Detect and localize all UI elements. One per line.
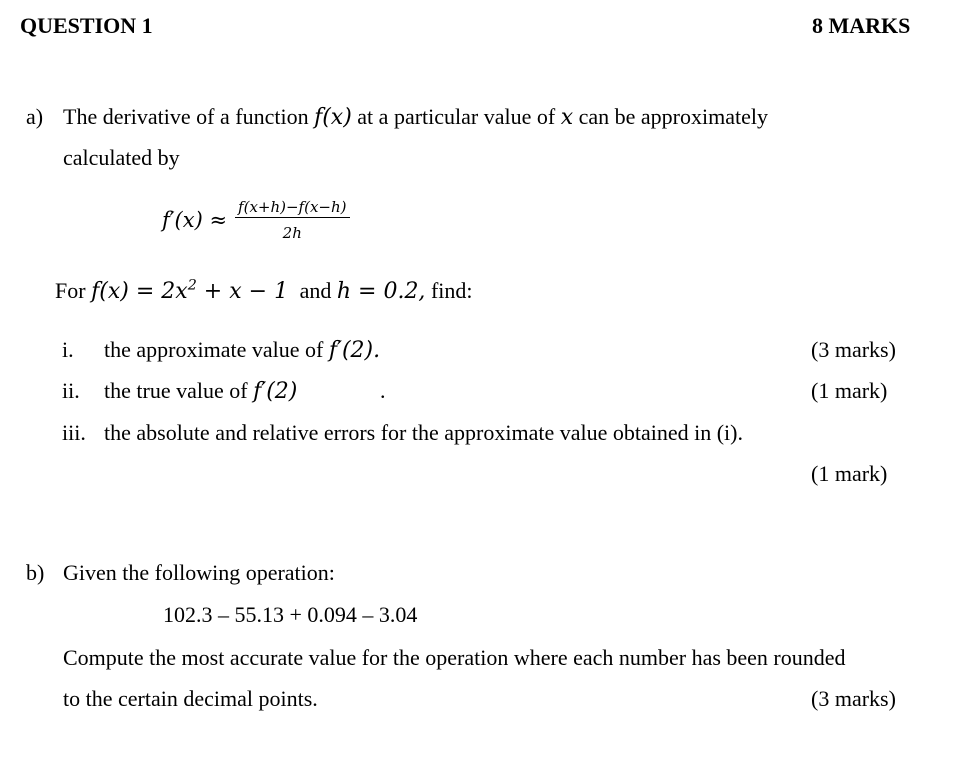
formula-lhs: f′(x) ≈ xyxy=(162,208,228,232)
formula-denominator: 2h xyxy=(282,224,302,242)
item-i-marks: (3 marks) xyxy=(811,337,896,362)
part-a-label: a) xyxy=(26,104,44,129)
function-definition xyxy=(55,278,473,304)
item-i-math: f′(2). xyxy=(328,338,381,363)
for-prefix: For xyxy=(55,278,86,303)
intro-fx: f(x) xyxy=(314,105,352,130)
operation-expression: 102.3 – 55.13 + 0.094 – 3.04 xyxy=(163,602,418,627)
total-marks: 8 MARKS xyxy=(812,13,911,38)
item-i-text xyxy=(104,337,380,363)
item-ii-numeral: ii. xyxy=(62,378,80,403)
item-ii-marks: (1 mark) xyxy=(811,378,888,403)
question-title: QUESTION 1 xyxy=(20,13,153,38)
part-b-intro: Given the following operation: xyxy=(63,560,335,585)
for-find: find: xyxy=(430,278,473,303)
part-a-intro-line2: calculated by xyxy=(63,145,180,170)
item-ii-text xyxy=(104,378,297,404)
function-expression: $f(x) = 2x^2 + x - 1$ xyxy=(91,277,289,304)
formula-fraction xyxy=(235,198,349,242)
item-i-numeral: i. xyxy=(62,337,74,362)
item-iii-numeral: iii. xyxy=(62,420,86,445)
part-b-marks: (3 marks) xyxy=(811,686,896,711)
item-iii-text: the absolute and relative errors for the approximate value obtained in (i). xyxy=(104,420,743,445)
h-value: h = 0.2, xyxy=(336,279,426,304)
part-b-line1: Compute the most accurate value for the operation where each number has been rounded xyxy=(63,645,846,670)
intro-text-2: at a particular value of xyxy=(357,104,556,129)
for-and: and xyxy=(299,278,332,303)
intro-x: x xyxy=(560,105,574,130)
derivative-formula xyxy=(162,198,350,242)
item-ii-label: the true value of xyxy=(104,378,248,403)
item-ii-dot: . xyxy=(380,378,386,403)
part-b-label: b) xyxy=(26,560,45,585)
item-iii-marks: (1 mark) xyxy=(811,461,888,486)
intro-text-3: can be approximately xyxy=(578,104,768,129)
item-i-label: the approximate value of xyxy=(104,337,324,362)
intro-text-1: The derivative of a function xyxy=(63,104,309,129)
formula-numerator: f(x+h)−f(x−h) xyxy=(235,198,349,218)
part-b-line2: to the certain decimal points. xyxy=(63,686,318,711)
part-a-intro-line1 xyxy=(63,104,768,130)
item-ii-math: f′(2) xyxy=(253,379,298,404)
